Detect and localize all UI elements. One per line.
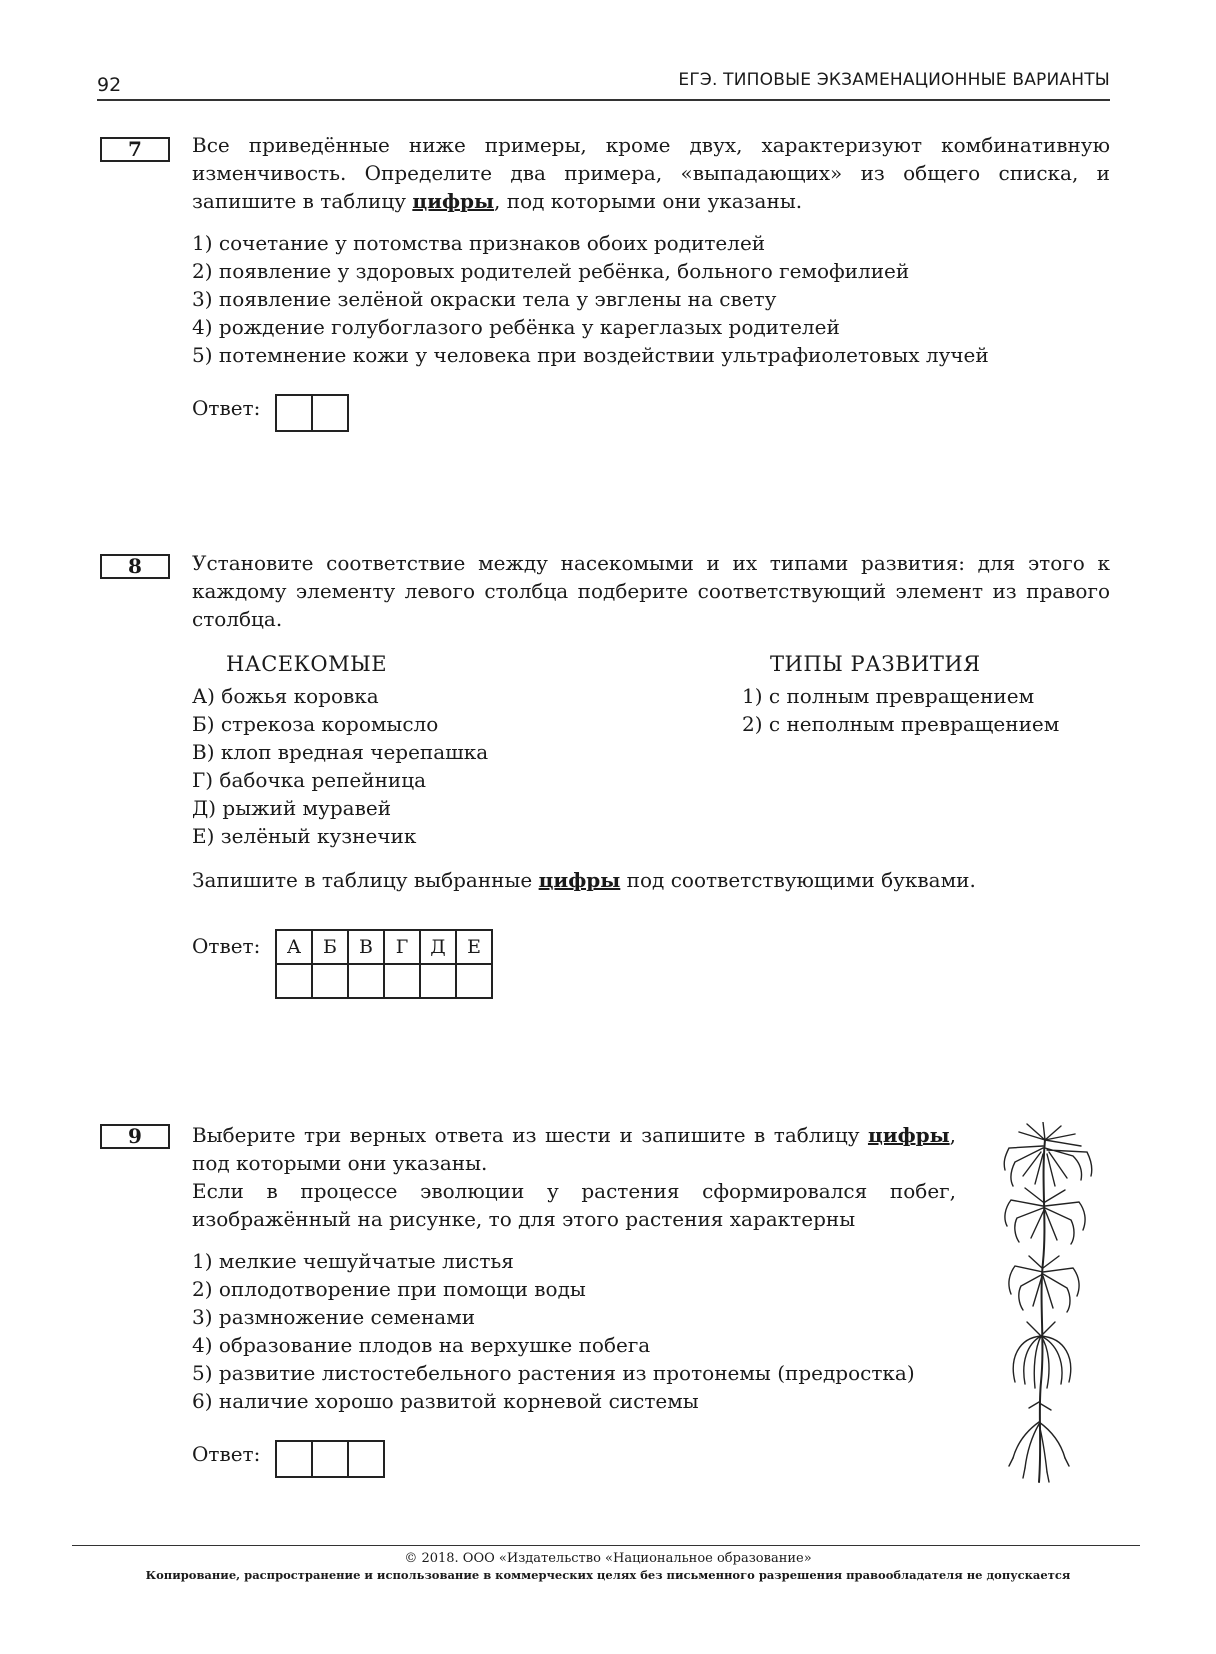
task-7-number-box: 7 [100,137,170,162]
task-9-question [192,1121,956,1233]
task-9-text-emphasis: цифры [867,1123,950,1147]
task-8-question: Установите соответствие между насекомыми и их типами развития: для этого к каждому элементу левого столбца подберите соответствующий элемент из правого столбца. [192,551,1110,631]
task-8-instruction-emphasis: цифры [538,868,621,892]
task-7-answer-cell-2[interactable] [312,395,348,431]
task-7-option-3: 3) появление зелёной окраски тела у эвглены на свету [192,287,777,311]
task-7-answer-label: Ответ: [192,396,261,420]
task-8-answer-label: Ответ: [192,934,261,958]
task-7-option-5: 5) потемнение кожи у человека при воздействии ультрафиолетовых лучей [192,343,989,367]
task-7-answer-cell-1[interactable] [276,395,312,431]
footer-rule [72,1545,1140,1546]
task-8-instruction-part2: под соответствующими буквами. [620,868,976,892]
task-7-question [192,131,1110,215]
task-8-left-item-v: В) клоп вредная черепашка [192,740,489,764]
task-9-text-part1: Выберите три верных ответа из шести и запишите в таблицу [192,1123,868,1147]
task-8-letter-a: А [276,930,312,964]
task-8-right-item-1: 1) с полным превращением [742,684,1035,708]
task-8-answer-cell-e[interactable] [456,964,492,998]
footer-notice: Копирование, распространение и использование в коммерческих целях без письменного разрешения правообладателя не допускается [145,1568,1071,1582]
task-7-option-4: 4) рождение голубоглазого ребёнка у кареглазых родителей [192,315,840,339]
task-9-option-6: 6) наличие хорошо развитой корневой системы [192,1389,699,1413]
task-8-answers-row [276,964,492,998]
task-7-option-1: 1) сочетание у потомства признаков обоих родителей [192,231,766,255]
task-8-left-item-e: Е) зелёный кузнечик [192,824,417,848]
task-7-option-2: 2) появление у здоровых родителей ребёнка, больного гемофилией [192,259,910,283]
task-8-letter-v: В [348,930,384,964]
task-9-number-box: 9 [100,1124,170,1149]
task-8-instruction [192,866,976,894]
page-number: 92 [97,74,122,96]
task-9-option-1: 1) мелкие чешуйчатые листья [192,1249,514,1273]
task-8-answer-cell-b[interactable] [312,964,348,998]
task-7-text-part1: Все приведённые ниже примеры, кроме двух, характеризуют комбинативную изменчивость. Определите два примера, «выпадающих» из общего списка, и запишите в таблицу [192,133,1110,213]
task-9-question-line2: Если в процессе эволюции у растения сформировался побег, изображённый на рисунке, то для этого растения характерны [192,1179,956,1231]
task-8-number-box: 8 [100,554,170,579]
task-9-option-5: 5) развитие листостебельного растения из протонемы (предростка) [192,1361,915,1385]
task-8-letter-e: Е [456,930,492,964]
task-7-text-part2: , под которыми они указаны. [494,189,803,213]
task-9-option-2: 2) оплодотворение при помощи воды [192,1277,586,1301]
task-8-left-item-g: Г) бабочка репейница [192,768,427,792]
task-8-answer-cell-d[interactable] [420,964,456,998]
task-9-options [192,1247,915,1415]
moss-shoot-illustration [975,1122,1115,1492]
task-7-text-emphasis: цифры [412,189,495,213]
task-8-letter-g: Г [384,930,420,964]
task-8-letters-row [276,930,492,964]
task-9-answer-label: Ответ: [192,1442,261,1466]
task-8-left-item-a: А) божья коровка [192,684,379,708]
footer-copyright: © 2018. ООО «Издательство «Национальное образование» [404,1551,812,1566]
task-8-letter-d: Д [420,930,456,964]
task-9-option-3: 3) размножение семенами [192,1305,476,1329]
task-9-text-part2: , под которыми они указаны. [192,1123,956,1175]
task-9-option-4: 4) образование плодов на верхушке побега [192,1333,651,1357]
task-9-answer-cell-1[interactable] [276,1441,312,1477]
task-8-right-item-2: 2) с неполным превращением [742,712,1060,736]
task-8-left-column [192,682,488,850]
task-9-answer-cell-3[interactable] [348,1441,384,1477]
task-8-letter-b: Б [312,930,348,964]
task-9-answer-table [275,1440,385,1478]
task-8-left-item-d: Д) рыжий муравей [192,796,392,820]
task-8-right-column [742,682,1059,738]
task-8-answer-cell-v[interactable] [348,964,384,998]
task-7-answer-table [275,394,349,432]
running-header-title: ЕГЭ. ТИПОВЫЕ ЭКЗАМЕНАЦИОННЫЕ ВАРИАНТЫ [678,70,1110,90]
task-8-instruction-part1: Запишите в таблицу выбранные [192,868,539,892]
task-8-right-header: ТИПЫ РАЗВИТИЯ [770,652,981,676]
task-8-answer-cell-a[interactable] [276,964,312,998]
header-rule [97,99,1110,101]
task-8-left-item-b: Б) стрекоза коромысло [192,712,439,736]
task-8-answer-cell-g[interactable] [384,964,420,998]
task-9-answer-cell-2[interactable] [312,1441,348,1477]
task-8-answer-table [275,929,493,999]
task-7-options [192,229,989,369]
task-8-left-header: НАСЕКОМЫЕ [226,652,388,676]
